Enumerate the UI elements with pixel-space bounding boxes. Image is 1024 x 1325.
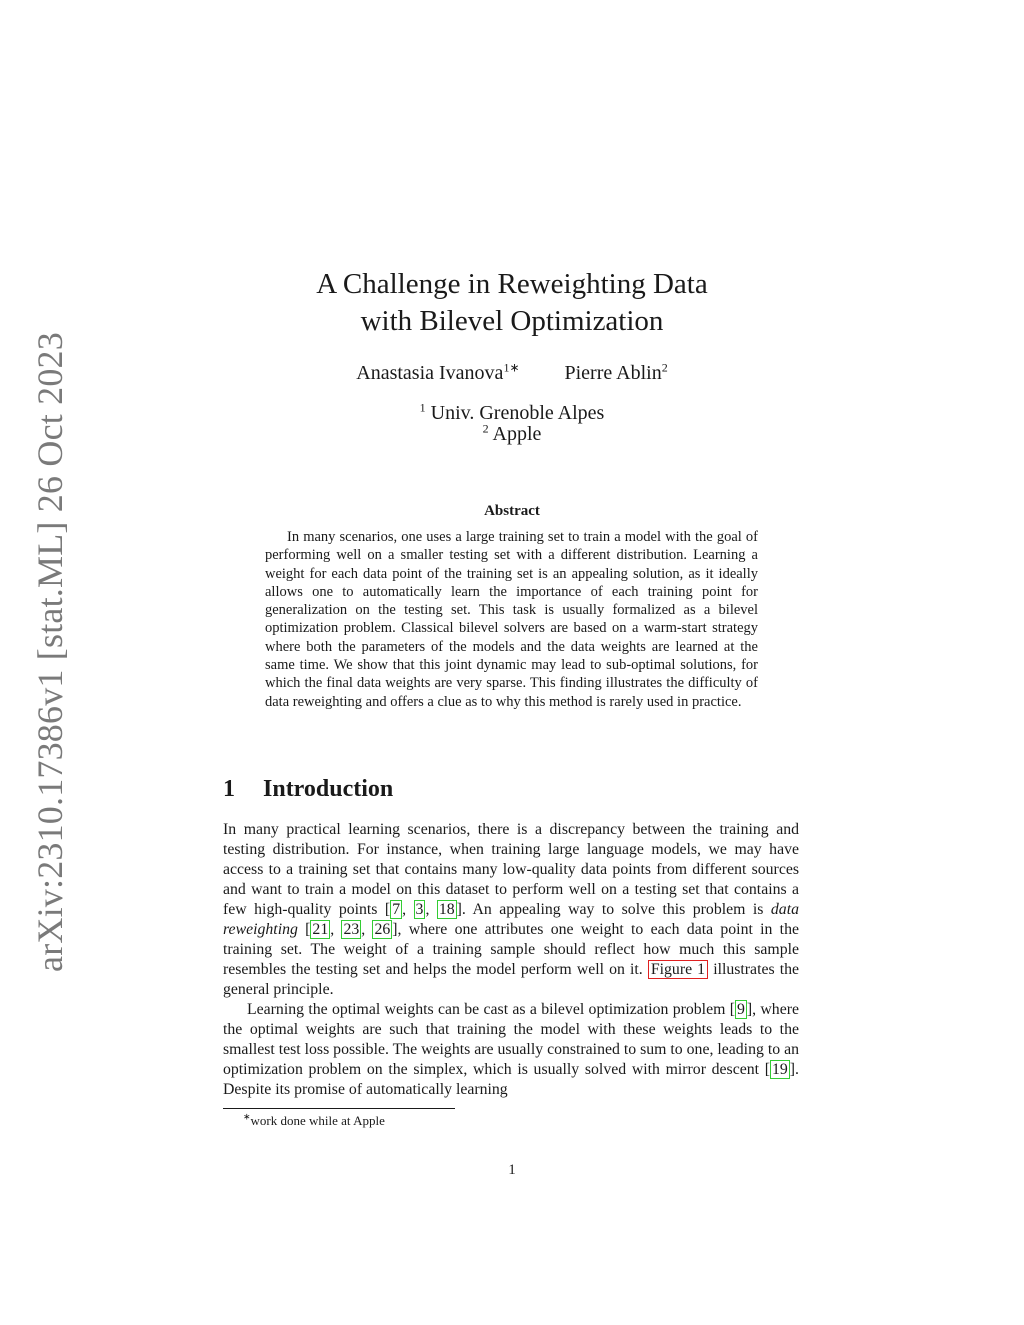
- text-run: ]. An appealing way to solve this problem is: [456, 901, 771, 918]
- author-list: [212, 362, 812, 385]
- intro-paragraph-2: [223, 1000, 799, 1100]
- page-number: 1: [508, 1162, 516, 1178]
- section-heading-introduction: [223, 776, 393, 803]
- footnote-divider: [223, 1108, 455, 1109]
- abstract-heading: Abstract: [484, 503, 540, 519]
- section-title: Introduction: [263, 776, 394, 802]
- footnote: [243, 1113, 385, 1129]
- citation-link[interactable]: 26: [374, 921, 391, 938]
- author-1-mark: 1∗: [503, 360, 520, 375]
- text-run: Learning the optimal weights can be cast as a bilevel optimization problem [: [247, 1001, 735, 1018]
- text-run: ], where one attributes one weight to each data point in the training set. The weight of a training sample should reflect how much this sample resembles the testing set and helps the model perform well on it.: [223, 921, 799, 978]
- paper-title: [212, 266, 812, 340]
- author-2-mark: 2: [661, 360, 668, 375]
- text-run: ,: [361, 921, 373, 938]
- footnote-mark: ∗: [243, 1111, 251, 1122]
- author-2: [565, 362, 668, 385]
- author-2-name: Pierre Ablin: [564, 362, 662, 384]
- arxiv-id-text: arXiv:2310.17386v1 [stat.ML] 26 Oct 2023: [30, 332, 71, 972]
- affiliation-2-mark: 2: [482, 421, 489, 436]
- text-run: illustrates the general principle.: [223, 961, 800, 998]
- emphasis-term: data reweighting: [223, 901, 799, 938]
- affiliation-2-name: Apple: [492, 423, 542, 445]
- affiliation-1-mark: 1: [419, 400, 426, 415]
- figure-reference-link[interactable]: Figure 1: [648, 960, 708, 979]
- affiliation-2: [212, 421, 812, 445]
- title-line-1: A Challenge in Reweighting Data: [316, 268, 708, 300]
- arxiv-identifier-stamp: [12, 332, 88, 972]
- affiliation-1: [212, 400, 812, 424]
- section-number: 1: [223, 776, 235, 802]
- citation-link[interactable]: 3: [415, 901, 424, 918]
- citation-link[interactable]: 18: [438, 901, 455, 918]
- author-1-name: Anastasia Ivanova: [356, 362, 504, 384]
- text-run: [: [297, 921, 311, 938]
- author-1: [356, 362, 519, 385]
- text-run: ,: [402, 901, 414, 918]
- abstract-body: In many scenarios, one uses a large training set to train a model with the goal of performing well on a smaller testing set with a different distribution. Learning a weight for each data point of the training set is an appealing solution, as it ideally allows one to automatically learn the importance of each training point for generalization on the testing set. This task is usually formalized as a bilevel optimization problem. Classical bilevel solvers are based on a warm-start strategy where both the parameters of the models and the data weights are learned at the same time. We show that this joint dynamic may lead to sub-optimal solutions, for which the final data weights are very sparse. This finding illustrates the difficulty of data reweighting and offers a clue as to why this method is rarely used in practice.: [265, 529, 758, 710]
- citation-link[interactable]: 21: [312, 921, 329, 938]
- title-line-2: with Bilevel Optimization: [360, 305, 664, 337]
- citation-link[interactable]: 7: [392, 901, 401, 918]
- text-run: ,: [425, 901, 437, 918]
- footnote-text: work done while at Apple: [250, 1113, 385, 1128]
- citation-link[interactable]: 23: [343, 921, 360, 938]
- affiliation-1-name: Univ. Grenoble Alpes: [430, 402, 605, 424]
- citation-link[interactable]: 9: [736, 1001, 745, 1018]
- intro-paragraph-1: [223, 820, 799, 1000]
- affiliations: [212, 400, 812, 445]
- text-run: In many practical learning scenarios, there is a discrepancy between the training and testing distribution. For instance, when training large language models, we may have access to a training set that contains many low-quality data points from different sources and want to train a model on this dataset to perform well on a testing set that contains a few high-quality points [: [223, 821, 799, 918]
- citation-link[interactable]: 19: [771, 1061, 788, 1078]
- text-run: ], where the optimal weights are such that training the model with these weights leads to the smallest test loss possible. The weights are usually constrained to sum to one, leading to an optimization problem on the simplex, which is usually solved with mirror descent [: [223, 1001, 799, 1078]
- text-run: ,: [330, 921, 342, 938]
- text-run: ]. Despite its promise of automatically learning: [223, 1061, 799, 1098]
